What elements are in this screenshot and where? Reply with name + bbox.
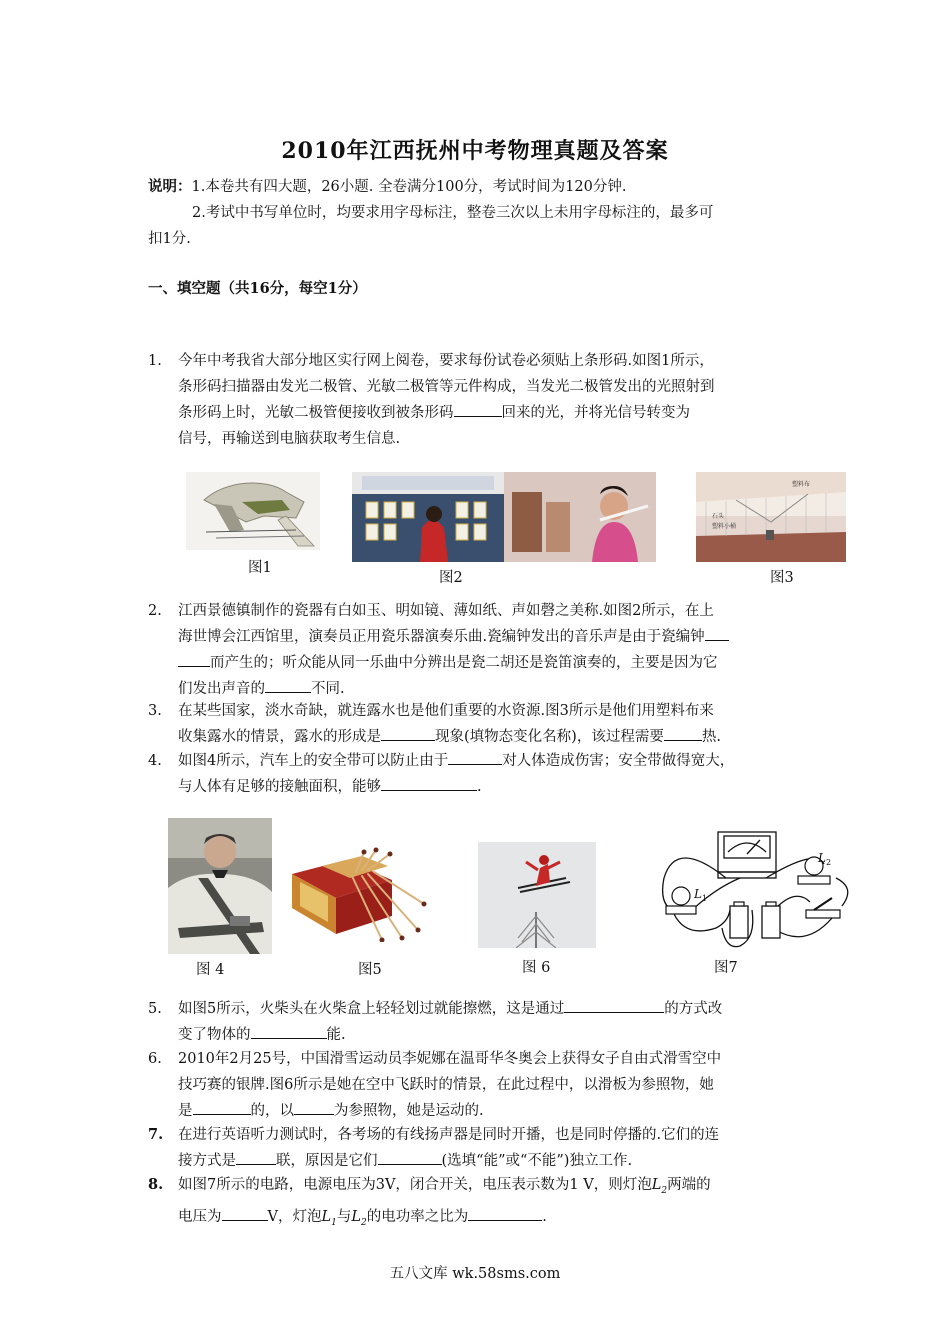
question-line xyxy=(178,650,828,676)
answer-blank xyxy=(381,776,477,791)
answer-blank xyxy=(251,1024,327,1039)
question-line: 条形码扫描器由发光二极管、光敏二极管等元件构成，当发光二极管发出的光照射到 xyxy=(178,379,715,395)
question-number: 4. xyxy=(148,753,162,769)
answer-blank xyxy=(222,1206,268,1221)
question-line xyxy=(178,1172,828,1204)
figure-4-caption: 图 4 xyxy=(196,962,225,978)
figure-5-matchbox xyxy=(292,846,432,942)
text-segment: 如图5所示，火柴头在火柴盒上轻轻划过就能擦燃，这是通过 xyxy=(178,1001,565,1017)
question-line: 在进行英语听力测试时，各考场的有线扬声器是同时开播，也是同时停播的.它们的连 xyxy=(178,1127,720,1143)
question-line xyxy=(178,748,828,774)
answer-blank xyxy=(178,652,210,667)
question-line: 技巧赛的银牌.图6所示是她在空中飞跃时的情景，在此过程中，以滑板为参照物，她 xyxy=(178,1077,714,1093)
answer-blank xyxy=(705,626,729,641)
text-segment: 联，原因是它们 xyxy=(276,1153,378,1169)
text-segment: 两端的 xyxy=(667,1177,711,1193)
lamp-letter: L xyxy=(651,1177,662,1193)
lamp-letter: L xyxy=(351,1208,361,1225)
text-segment: 是 xyxy=(178,1103,193,1119)
lamp-L1-label: L xyxy=(694,887,702,901)
text-segment: 而产生的；听众能从同一乐曲中分辨出是瓷二胡还是瓷笛演奏的，主要是因为它 xyxy=(210,655,718,671)
text-segment: 能. xyxy=(326,1027,346,1043)
question-line: 今年中考我省大部分地区实行网上阅卷，要求每份试卷必须贴上条形码.如图1所示， xyxy=(178,353,714,369)
question-number: 1. xyxy=(148,353,162,369)
figure-7-circuit-diagram xyxy=(656,818,860,958)
text-segment: 海世博会江西馆里，演奏员正用瓷乐器演奏乐曲.瓷编钟发出的音乐声是由于瓷编钟 xyxy=(178,629,705,645)
lamp-L1-symbol xyxy=(321,1208,337,1228)
figure-2-porcelain-instruments xyxy=(352,472,656,562)
lamp-L2-symbol xyxy=(351,1208,367,1228)
text-segment: 条形码上时，光敏二极管便接收到被条形码 xyxy=(178,405,454,421)
question-line xyxy=(178,1098,828,1124)
figure-4-seatbelt-photo xyxy=(168,818,272,954)
question-line: 信号，再输送到电脑获取考生信息. xyxy=(178,431,401,447)
lamp-L2-symbol xyxy=(651,1177,668,1196)
answer-blank xyxy=(381,726,435,741)
text-segment: 与 xyxy=(336,1208,352,1225)
text-segment: . xyxy=(542,1208,547,1225)
answer-blank xyxy=(454,402,502,417)
figure-1-barcode-scanner xyxy=(186,472,320,550)
answer-blank xyxy=(265,678,311,693)
lamp-L2-subscript: 2 xyxy=(826,858,832,867)
figure-3-caption: 图3 xyxy=(770,570,794,586)
lamp-subscript: 2 xyxy=(661,1185,668,1196)
figure-1-caption: 图1 xyxy=(248,560,272,576)
question-number: 2. xyxy=(148,603,162,619)
instructions-line-1 xyxy=(148,176,626,198)
question-number: 5. xyxy=(148,1001,162,1017)
instructions-line-2: 2.考试中书写单位时，均要求用字母标注，整卷三次以上未用字母标注的，最多可 xyxy=(192,205,714,221)
figure-7-caption: 图7 xyxy=(714,960,738,976)
question-8 xyxy=(148,1172,828,1236)
text-segment: 不同. xyxy=(311,681,345,697)
question-number: 8. xyxy=(148,1176,164,1193)
figure-6-ski-jumper xyxy=(478,842,596,948)
figure-3-label-bucket: 塑料小桶 xyxy=(712,523,737,530)
instructions-line-3: 扣1分. xyxy=(148,231,191,247)
question-line: 2010年2月25号，中国滑雪运动员李妮娜在温哥华冬奥会上获得女子自由式滑雪空中 xyxy=(178,1051,722,1067)
text-segment: 变了物体的 xyxy=(178,1027,251,1043)
question-6 xyxy=(148,1046,828,1124)
question-number: 3. xyxy=(148,703,162,719)
figure-3-label-stone: 石头 xyxy=(712,513,725,520)
text-segment: (选填“能”或“不能”)独立工作. xyxy=(441,1153,633,1169)
text-segment: 的电功率之比为 xyxy=(366,1208,469,1225)
text-segment: 如图4所示，汽车上的安全带可以防止由于 xyxy=(178,753,449,769)
figure-3-label-plastic-sheet: 塑料布 xyxy=(792,481,811,488)
answer-blank xyxy=(378,1150,442,1165)
text-segment: 收集露水的情景，露水的形成是 xyxy=(178,729,381,745)
question-7 xyxy=(148,1122,828,1174)
page-title: 2010年江西抚州中考物理真题及答案 xyxy=(281,138,669,164)
page-footer: 五八文库 wk.58sms.com xyxy=(389,1266,561,1282)
question-5 xyxy=(148,996,828,1048)
question-number: 6. xyxy=(148,1051,162,1067)
answer-blank xyxy=(564,998,664,1013)
answer-blank xyxy=(448,750,502,765)
lamp-L1-subscript: 1 xyxy=(702,894,708,903)
text-segment: 现象(填物态变化名称)，该过程需要 xyxy=(435,729,664,745)
text-segment: 接方式是 xyxy=(178,1153,236,1169)
question-line xyxy=(178,1204,828,1236)
figure-3-dew-collection xyxy=(696,472,846,562)
instructions-text-1: 1.本卷共有四大题，26小题. 全卷满分100分，考试时间为120分钟. xyxy=(191,179,627,195)
lamp-letter: L xyxy=(321,1208,332,1225)
question-4 xyxy=(148,748,828,800)
answer-blank xyxy=(468,1206,542,1221)
text-segment: 与人体有足够的接触面积，能够 xyxy=(178,779,381,795)
text-segment: 回来的光，并将光信号转变为 xyxy=(501,405,690,421)
question-line xyxy=(178,400,828,426)
text-segment: 如图7所示的电路，电源电压为3V，闭合开关，电压表示数为1 V，则灯泡 xyxy=(178,1177,652,1193)
answer-blank xyxy=(664,726,702,741)
question-line xyxy=(178,724,828,750)
question-line xyxy=(178,1022,828,1048)
question-line xyxy=(178,774,828,800)
lamp-subscript: 2 xyxy=(361,1217,367,1228)
figure-5-caption: 图5 xyxy=(358,962,382,978)
question-number: 7. xyxy=(148,1126,164,1143)
text-segment: 对人体造成伤害；安全带做得宽大， xyxy=(502,753,735,769)
figure-6-caption: 图 6 xyxy=(522,960,551,976)
question-3 xyxy=(148,698,828,750)
figure-2-caption: 图2 xyxy=(439,570,463,586)
question-1 xyxy=(148,348,828,452)
question-line xyxy=(178,624,828,650)
question-line: 在某些国家，淡水奇缺，就连露水也是他们重要的水资源.图3所示是他们用塑料布来 xyxy=(178,703,714,719)
lamp-subscript: 1 xyxy=(331,1217,337,1228)
text-segment: V，灯泡 xyxy=(267,1208,322,1225)
text-segment: 的方式改 xyxy=(664,1001,723,1017)
answer-blank xyxy=(236,1150,276,1165)
question-2 xyxy=(148,598,828,702)
text-segment: 热. xyxy=(701,729,721,745)
text-segment: . xyxy=(477,779,482,795)
text-segment: 为参照物，她是运动的. xyxy=(334,1103,484,1119)
answer-blank xyxy=(294,1100,334,1115)
answer-blank xyxy=(193,1100,251,1115)
instructions-label: 说明： xyxy=(148,178,192,195)
lamp-L2-label: L xyxy=(818,851,826,865)
section-heading: 一、填空题（共16分，每空1分） xyxy=(148,280,367,297)
question-line xyxy=(178,1148,828,1174)
question-line xyxy=(178,996,828,1022)
text-segment: 们发出声音的 xyxy=(178,681,265,697)
text-segment: 电压为 xyxy=(178,1208,222,1225)
question-line: 江西景德镇制作的瓷器有白如玉、明如镜、薄如纸、声如磬之美称.如图2所示，在上 xyxy=(178,603,714,619)
text-segment: 的，以 xyxy=(250,1103,294,1119)
